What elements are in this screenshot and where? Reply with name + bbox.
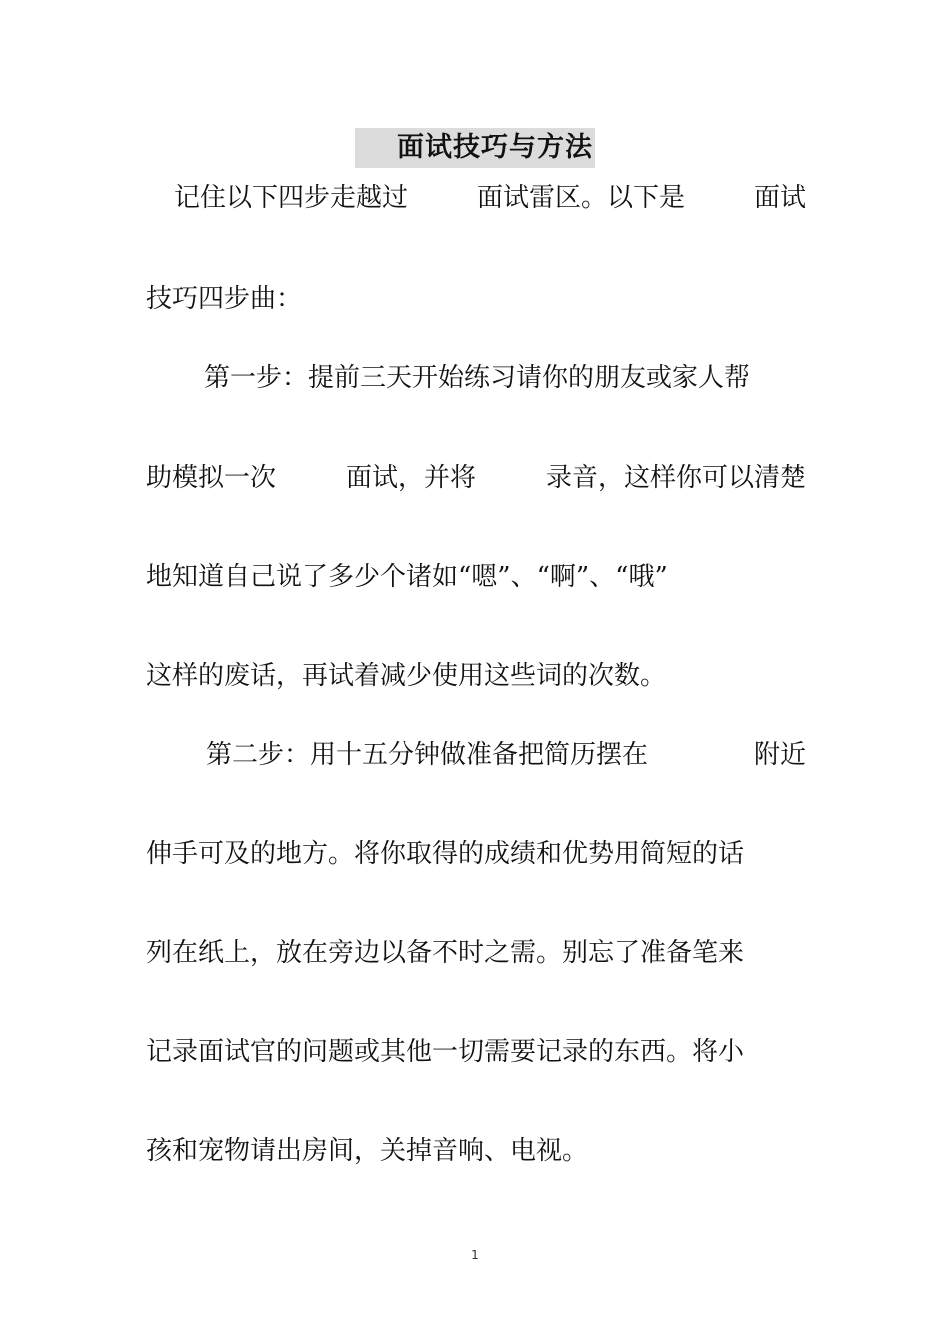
paragraph-3-line-5: 孩和宠物请出房间，关掉音响、电视。 xyxy=(146,1136,589,1166)
paragraph-1-line-1 xyxy=(174,178,806,218)
paragraph-3-line-4: 记录面试官的问题或其他一切需要记录的东西。将小 xyxy=(146,1037,745,1067)
text-segment: 助模拟一次 xyxy=(146,463,277,493)
title-container xyxy=(0,128,950,168)
paragraph-3-line-3: 列在纸上，放在旁边以备不时之需。别忘了准备笔来 xyxy=(146,938,745,968)
text-segment: 面试雷区。以下是 xyxy=(476,183,685,213)
paragraph-1-line-2: 技巧四步曲： xyxy=(146,284,303,314)
page-number: 1 xyxy=(471,1248,479,1262)
paragraph-3-line-2: 伸手可及的地方。将你取得的成绩和优势用简短的话 xyxy=(146,839,745,869)
text-segment: 第二步：用十五分钟做准备把简历摆在 xyxy=(206,740,649,770)
text-segment: 录音，这样你可以清楚 xyxy=(545,463,806,493)
text-segment: 面试 xyxy=(753,183,806,213)
text-segment: 记住以下四步走越过 xyxy=(174,183,409,213)
paragraph-3-line-1 xyxy=(206,735,806,775)
paragraph-2-line-4: 这样的废话，再试着减少使用这些词的次数。 xyxy=(146,661,667,691)
paragraph-2-line-1: 第一步：提前三天开始练习请你的朋友或家人帮 xyxy=(204,363,751,393)
paragraph-2-line-3: 地知道自己说了多少个诸如“嗯”、“啊”、“哦” xyxy=(146,562,668,592)
text-segment: 面试，并将 xyxy=(345,463,476,493)
paragraph-2-line-2 xyxy=(146,458,806,498)
text-segment: 附近 xyxy=(753,740,806,770)
document-title: 面试技巧与方法 xyxy=(355,128,595,168)
